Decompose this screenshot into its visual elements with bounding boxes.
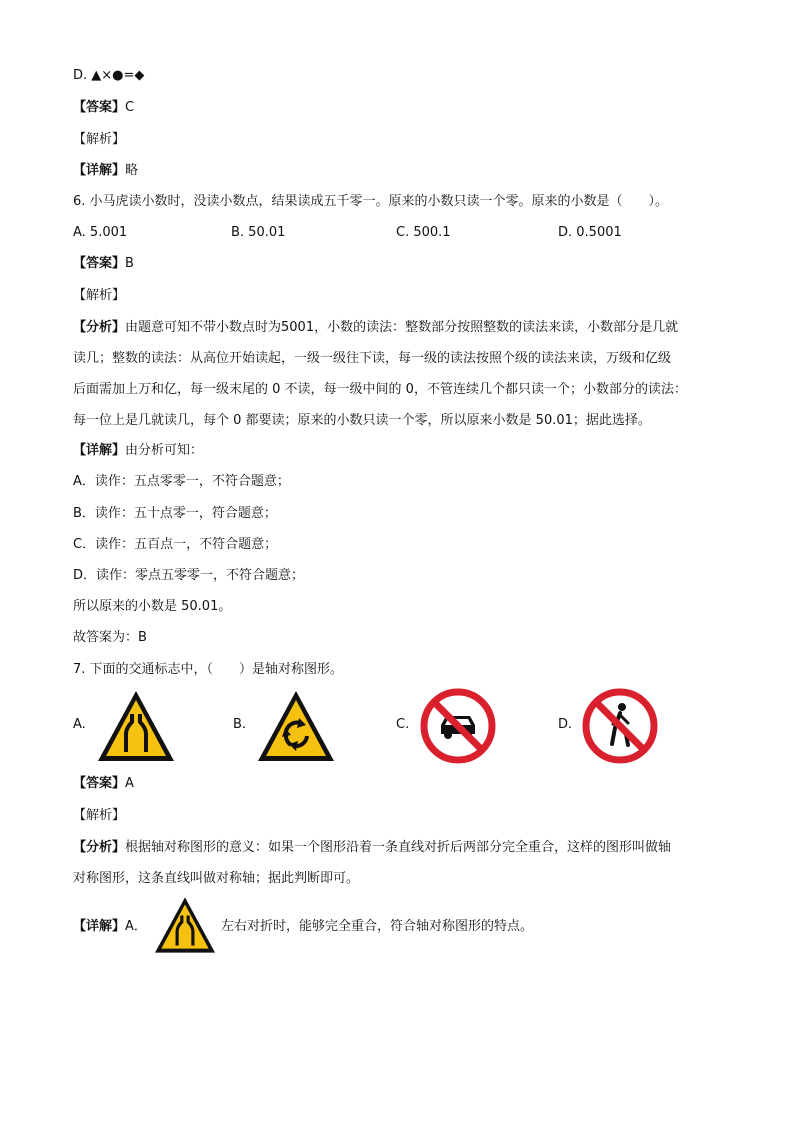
- q5-detail: [73, 161, 138, 181]
- fenxi-line: 对称图形，这条直线叫做对称轴；据此判断即可。: [73, 871, 360, 886]
- q6-option-c: C. 500.1: [396, 225, 451, 240]
- q6-detail-line-d: D．读作：零点五零零一，不符合题意；: [73, 568, 305, 583]
- q6-detail-line-b: B．读作：五十点零一，符合题意；: [73, 506, 277, 521]
- q5-analysis-label: 【解析】: [73, 132, 126, 147]
- q7-option-b: [233, 688, 343, 768]
- answer-value: B: [125, 256, 134, 271]
- detail-text: 略: [125, 163, 139, 178]
- road-narrows-sign-icon: [95, 688, 177, 764]
- detail-label: 【详解】: [73, 919, 126, 934]
- fenxi-line: 后面需加上万和亿，每一级末尾的 0 不读，每一级中间的 0，不管连续几个都只读一个；小数部分的读法：: [73, 382, 687, 397]
- answer-value: C: [125, 100, 135, 115]
- q6-option-b: B. 50.01: [231, 225, 286, 240]
- detail-text: 左右对折时，能够完全重合，符合轴对称图形的特点。: [221, 919, 534, 934]
- q5-option-d: D. ▲×●=◆: [73, 68, 145, 83]
- q7-detail: [73, 895, 693, 957]
- no-pedestrian-sign-icon: [582, 688, 658, 764]
- q7-fenxi: [73, 832, 723, 894]
- q6-answer: [73, 254, 134, 274]
- q7-option-a: [73, 688, 183, 768]
- detail-prefix: A．: [125, 919, 147, 934]
- detail-lead: [73, 915, 147, 934]
- q6-option-a: A. 5.001: [73, 225, 128, 240]
- q7-option-c: [396, 688, 506, 768]
- q6-fenxi: [73, 312, 723, 436]
- option-letter: D.: [558, 717, 573, 732]
- q5-answer: [73, 98, 134, 118]
- q6-detail-line-c: C．读作：五百点一，不符合题意；: [73, 537, 278, 552]
- fenxi-line: [73, 312, 723, 343]
- q6-option-d: D. 0.5001: [558, 225, 622, 240]
- option-letter: B.: [233, 717, 247, 732]
- q7-question: 7. 下面的交通标志中，（ ）是轴对称图形。: [73, 662, 344, 677]
- roundabout-sign-icon: [255, 688, 337, 764]
- q6-conclusion: 所以原来的小数是 50.01。: [73, 599, 232, 614]
- q7-option-d: [558, 688, 668, 768]
- fenxi-label: 【分析】: [73, 840, 126, 855]
- q6-detail-line-a: A．读作：五点零零一，不符合题意；: [73, 474, 290, 489]
- option-letter: C.: [396, 717, 410, 732]
- fenxi-line: 读几；整数的读法：从高位开始读起，一级一级往下读，每一级的读法按照个级的读法来读，万级和亿级: [73, 351, 672, 366]
- road-narrows-sign-icon: [152, 895, 218, 955]
- answer-label: 【答案】: [73, 256, 126, 271]
- q6-question: 6. 小马虎读小数时，没读小数点，结果读成五千零一。原来的小数只读一个零。原来的小数是（ ）。: [73, 194, 669, 209]
- detail-intro: 由分析可知：: [125, 443, 204, 458]
- answer-value: A: [125, 776, 134, 791]
- option-letter: A.: [73, 717, 86, 732]
- q6-final-answer: 故答案为：B: [73, 630, 147, 645]
- detail-label: 【详解】: [73, 163, 126, 178]
- fenxi-line: [73, 832, 723, 863]
- q6-options: [73, 223, 713, 243]
- fenxi-text: 根据轴对称图形的意义：如果一个图形沿着一条直线对折后两部分完全重合，这样的图形叫做轴: [125, 840, 672, 855]
- no-car-sign-icon: [420, 688, 496, 764]
- fenxi-line: 每一位上是几就读几，每个 0 都要读；原来的小数只读一个零，所以原来小数是 50.01；据此选择。: [73, 413, 651, 428]
- fenxi-label: 【分析】: [73, 320, 126, 335]
- q7-analysis-label: 【解析】: [73, 808, 126, 823]
- answer-label: 【答案】: [73, 776, 126, 791]
- q6-analysis-label: 【解析】: [73, 288, 126, 303]
- detail-label: 【详解】: [73, 443, 126, 458]
- q6-detail: [73, 441, 203, 461]
- answer-label: 【答案】: [73, 100, 126, 115]
- q7-sign-options: [73, 688, 713, 768]
- fenxi-text: 由题意可知不带小数点时为5001，小数的读法：整数部分按照整数的读法来读，小数部分是几就: [125, 320, 679, 335]
- q7-answer: [73, 774, 134, 794]
